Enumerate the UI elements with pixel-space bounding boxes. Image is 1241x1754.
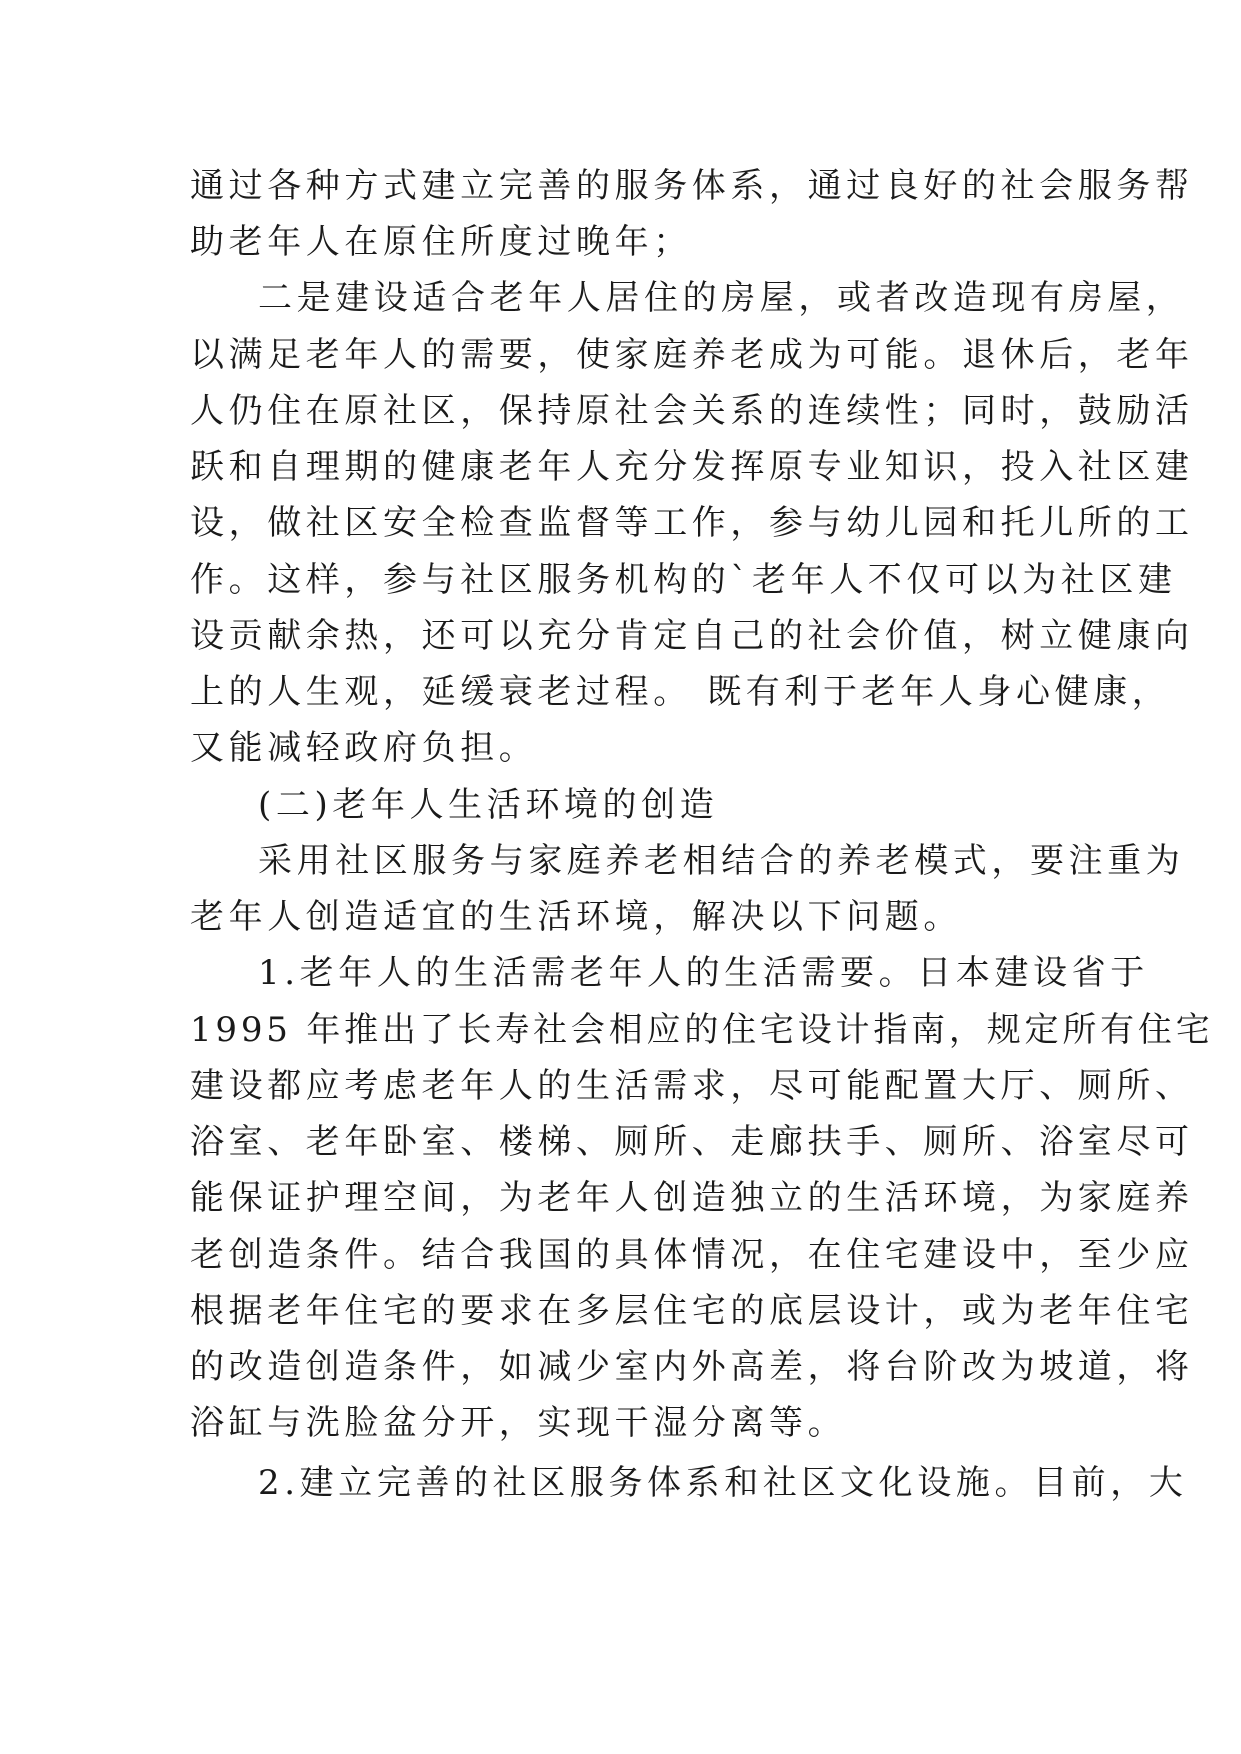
text-line: 以满足老年人的需要，使家庭养老成为可能。退休后，老年 (190, 335, 1194, 375)
text-line: 能保证护理空间，为老年人创造独立的生活环境，为家庭养 (190, 1178, 1194, 1218)
text-line: 上的人生观，延缓衰老过程。 既有利于老年人身心健康， (190, 672, 1171, 712)
paragraph-first-line: 2.建立完善的社区服务体系和社区文化设施。目前，大 (258, 1463, 1188, 1503)
text-line: 浴缸与洗脸盆分开，实现干湿分离等。 (190, 1403, 847, 1443)
text-line: 的改造创造条件，如减少室内外高差，将台阶改为坡道，将 (190, 1347, 1194, 1387)
paragraph-first-line: 1.老年人的生活需老年人的生活需要。日本建设省于 (258, 953, 1149, 993)
text-line: 设贡献余热，还可以充分肯定自己的社会价值，树立健康向 (190, 616, 1194, 656)
text-line: 通过各种方式建立完善的服务体系，通过良好的社会服务帮 (190, 166, 1194, 206)
text-line: 老年人创造适宜的生活环境，解决以下问题。 (190, 897, 962, 937)
paragraph-first-line: 二是建设适合老年人居住的房屋，或者改造现有房屋， (258, 278, 1185, 318)
text-line: 设，做社区安全检查监督等工作，参与幼儿园和托儿所的工 (190, 503, 1194, 543)
text-line: 助老年人在原住所度过晚年； (190, 222, 692, 262)
paragraph-first-line: 采用社区服务与家庭养老相结合的养老模式，要注重为 (258, 841, 1185, 881)
text-line: 老创造条件。结合我国的具体情况，在住宅建设中，至少应 (190, 1235, 1194, 1275)
text-line: 作。这样，参与社区服务机构的`老年人不仅可以为社区建 (190, 560, 1177, 600)
text-line: 浴室、老年卧室、楼梯、厕所、走廊扶手、厕所、浴室尽可 (190, 1122, 1194, 1162)
text-line: 又能减轻政府负担。 (190, 728, 538, 768)
text-line: 1995 年推出了长寿社会相应的住宅设计指南，规定所有住宅 (190, 1010, 1214, 1050)
text-line: 建设都应考虑老年人的生活需求，尽可能配置大厅、厕所、 (190, 1066, 1194, 1106)
section-heading: (二)老年人生活环境的创造 (258, 785, 719, 825)
text-line: 跃和自理期的健康老年人充分发挥原专业知识，投入社区建 (190, 447, 1194, 487)
text-line: 人仍住在原社区，保持原社会关系的连续性；同时，鼓励活 (190, 391, 1194, 431)
text-line: 根据老年住宅的要求在多层住宅的底层设计，或为老年住宅 (190, 1291, 1194, 1331)
